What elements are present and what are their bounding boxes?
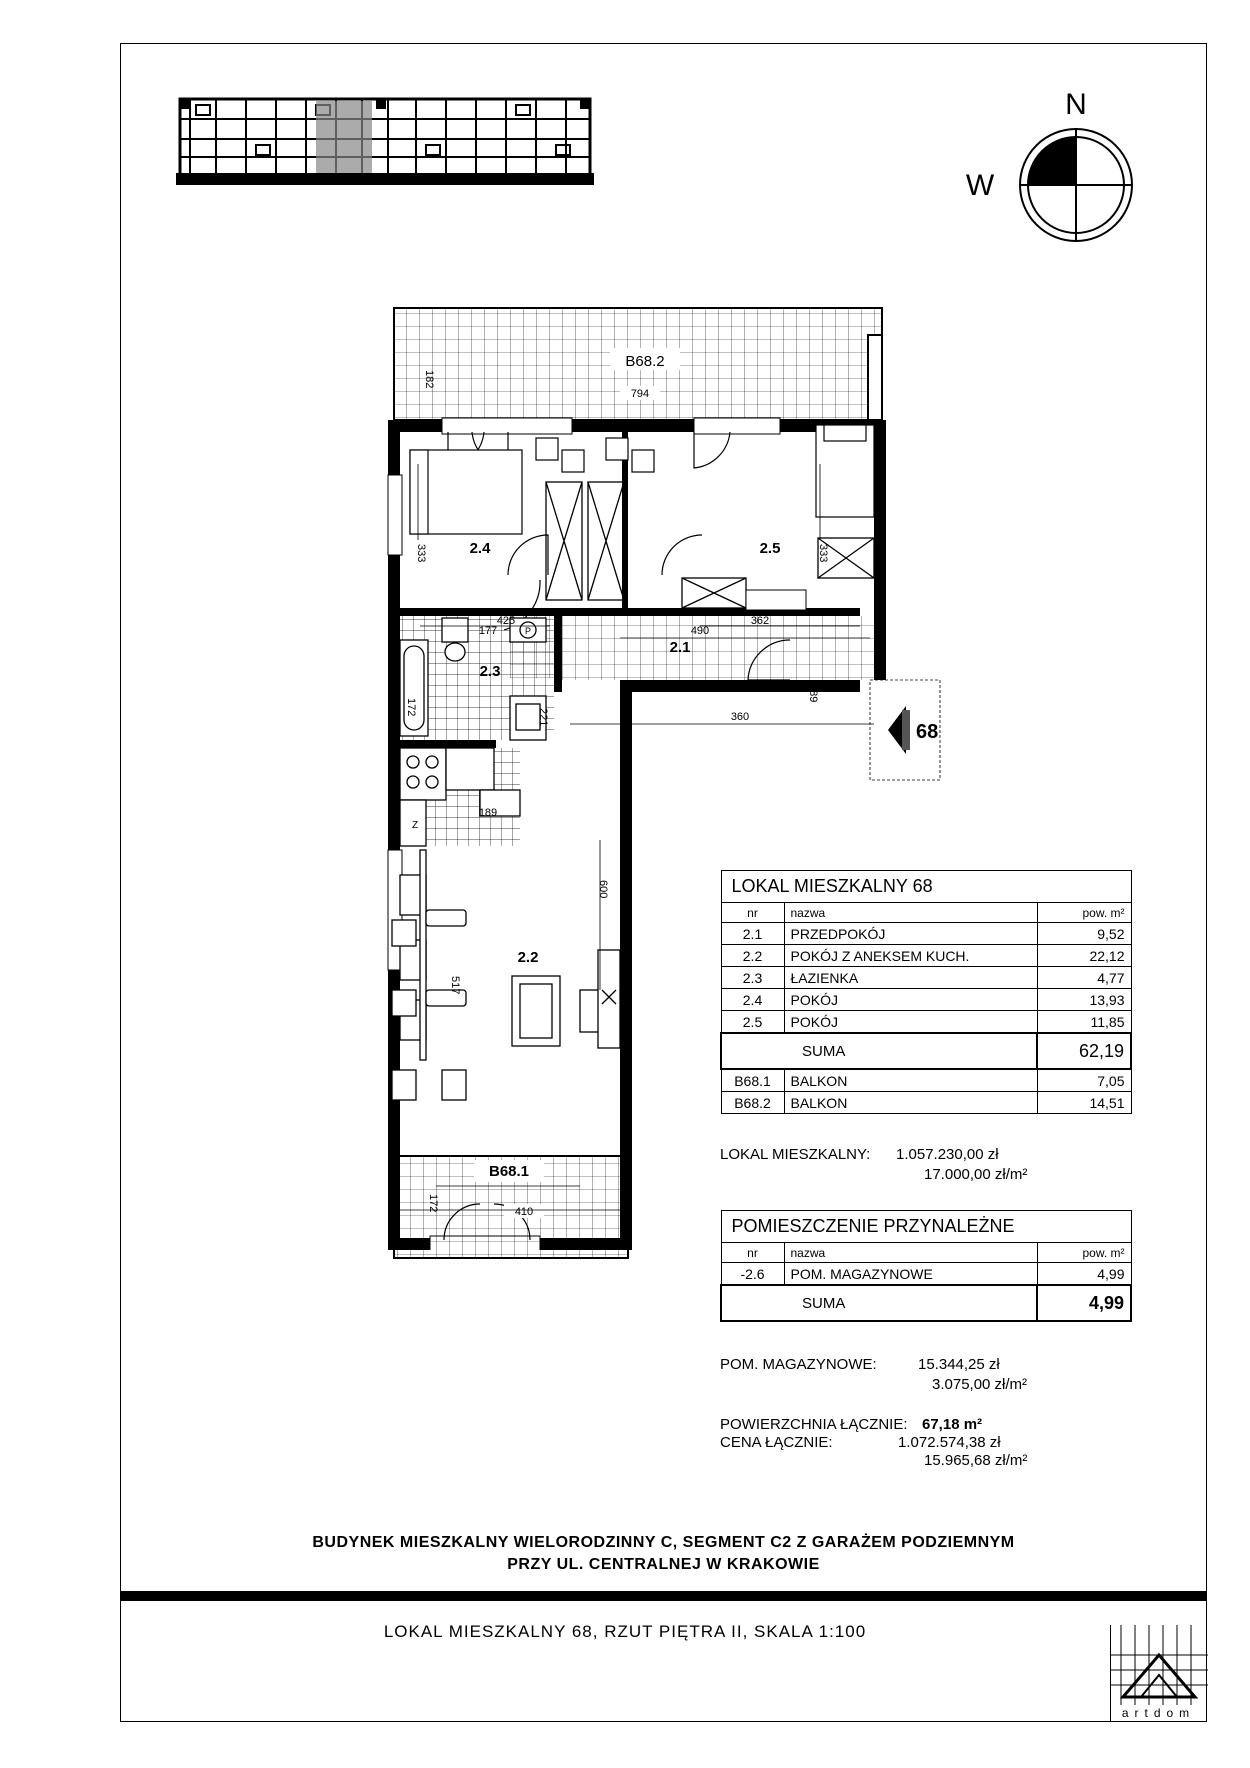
row-nr: B68.2 <box>721 1092 784 1114</box>
table-row <box>721 923 1131 945</box>
drawing-caption: LOKAL MIESZKALNY 68, RZUT PIĘTRA II, SKALA 1:100 <box>383 1622 867 1641</box>
room-label-2-1: 2.1 <box>669 639 691 656</box>
dim-2-1-w: 490 <box>690 625 710 637</box>
entrance-marker <box>862 676 946 786</box>
storage-table-header-nr: nr <box>721 1243 784 1263</box>
building-title-line2: PRZY UL. CENTRALNEJ W KRAKOWIE <box>507 1556 820 1573</box>
table-row <box>721 1011 1131 1034</box>
building-title-line1: BUDYNEK MIESZKALNY WIELORODZINNY C, SEGMENT C2 Z GARAŻEM PODZIEMNYM <box>312 1534 1015 1551</box>
dim-2-5-h: 333 <box>817 544 829 563</box>
entrance-number: 68 <box>916 721 939 743</box>
unit-sum-value: 62,19 <box>1037 1033 1131 1069</box>
compass-north-label: N <box>1065 88 1087 121</box>
row-nr: 2.4 <box>721 989 784 1011</box>
row-area: 13,93 <box>1037 989 1131 1011</box>
room-label-2-3: 2.3 <box>479 663 501 680</box>
compass-west-label: W <box>965 169 995 202</box>
storage-table-header-name: nazwa <box>784 1243 1037 1263</box>
row-nr: B68.1 <box>721 1069 784 1092</box>
row-name: POKÓJ Z ANEKSEM KUCH. <box>784 945 1037 967</box>
row-area: 14,51 <box>1037 1092 1131 1114</box>
row-name: POKÓJ <box>784 1011 1037 1034</box>
row-nr: 2.3 <box>721 967 784 989</box>
table-row <box>721 1069 1131 1092</box>
balcony-bottom-plan <box>384 1150 644 1260</box>
svg-text:P: P <box>524 626 532 636</box>
dim-2-3-door: 221 <box>537 708 549 727</box>
row-nr: -2.6 <box>721 1263 784 1286</box>
storage-price-per-m2: 3.075,00 zł/m² <box>932 1376 1028 1393</box>
unit-area-table <box>720 870 1132 1114</box>
unit-price-label: LOKAL MIESZKALNY: <box>720 1146 871 1163</box>
table-row <box>721 989 1131 1011</box>
balcony-bottom-label: B68.1 <box>488 1163 530 1180</box>
dim-2-2-h: 600 <box>597 880 609 899</box>
row-name: POKÓJ <box>784 989 1037 1011</box>
row-name: PRZEDPOKÓJ <box>784 923 1037 945</box>
dim-2-4-h: 333 <box>415 544 427 563</box>
row-area: 7,05 <box>1037 1069 1131 1092</box>
floor-plan <box>380 300 960 1280</box>
dim-2-5-w: 362 <box>750 615 770 627</box>
storage-table-title: POMIESZCZENIE PRZYNALEŻNE <box>721 1211 1131 1243</box>
dim-2-1-h: 189 <box>807 684 819 703</box>
storage-price-total: 15.344,25 zł <box>918 1356 1000 1373</box>
row-nr: 2.1 <box>721 923 784 945</box>
row-area: 22,12 <box>1037 945 1131 967</box>
balcony-top-width: 794 <box>630 388 650 400</box>
dim-2-3-w: 177 <box>478 625 498 637</box>
unit-table-header-nr: nr <box>721 903 784 923</box>
unit-table-header-area: pow. m² <box>1037 903 1131 923</box>
storage-sum-value: 4,99 <box>1037 1285 1131 1321</box>
dim-2-4-w: 425 <box>496 615 516 627</box>
unit-table-title: LOKAL MIESZKALNY 68 <box>721 871 1131 903</box>
room-2-1-floor <box>562 616 874 680</box>
north-compass <box>950 80 1140 255</box>
unit-table-header-name: nazwa <box>784 903 1037 923</box>
row-area: 4,77 <box>1037 967 1131 989</box>
key-plan-highlight <box>316 101 372 173</box>
total-price-per-m2: 15.965,68 zł/m² <box>924 1452 1028 1469</box>
table-row <box>721 1263 1131 1286</box>
dim-2-1-w2: 360 <box>730 711 750 723</box>
room-label-2-4: 2.4 <box>469 540 491 557</box>
room-label-2-5: 2.5 <box>759 540 781 557</box>
unit-sum-label: SUMA <box>721 1033 1037 1069</box>
dim-2-2-table: 517 <box>449 976 461 995</box>
balcony-top-label: B68.2 <box>625 353 665 370</box>
balcony-top-depth: 182 <box>423 370 435 389</box>
unit-price-per-m2: 17.000,00 zł/m² <box>924 1166 1028 1183</box>
room-label-2-2: 2.2 <box>517 949 539 966</box>
table-row <box>721 1092 1131 1114</box>
row-name: BALKON <box>784 1069 1037 1092</box>
row-area: 11,85 <box>1037 1011 1131 1034</box>
row-name: BALKON <box>784 1092 1037 1114</box>
table-row <box>721 967 1131 989</box>
row-name: POM. MAGAZYNOWE <box>784 1263 1037 1286</box>
key-plan <box>176 95 596 195</box>
total-price-label: CENA ŁĄCZNIE: <box>720 1434 833 1451</box>
total-area-label: POWIERZCHNIA ŁĄCZNIE: <box>720 1416 908 1433</box>
logo-mark-icon <box>1111 1625 1208 1705</box>
title-divider <box>120 1591 1207 1601</box>
storage-table-header-area: pow. m² <box>1037 1243 1131 1263</box>
storage-sum-label: SUMA <box>721 1285 1037 1321</box>
row-name: ŁAZIENKA <box>784 967 1037 989</box>
row-nr: 2.2 <box>721 945 784 967</box>
total-price-value: 1.072.574,38 zł <box>898 1434 1001 1451</box>
total-area-value: 67,18 m² <box>922 1416 983 1433</box>
row-area: 9,52 <box>1037 923 1131 945</box>
dim-kitchen: 189 <box>478 807 498 819</box>
unit-price-total: 1.057.230,00 zł <box>896 1146 999 1163</box>
table-row <box>721 945 1131 967</box>
dim-2-3-h: 172 <box>405 698 417 717</box>
logo-text: artdom <box>1121 1706 1196 1720</box>
storage-price-label: POM. MAGAZYNOWE: <box>720 1356 877 1373</box>
balcony-bottom-depth: 172 <box>427 1194 439 1213</box>
balcony-bottom-width: 410 <box>514 1206 534 1218</box>
row-area: 4,99 <box>1037 1263 1131 1286</box>
storage-area-table <box>720 1210 1132 1322</box>
svg-text:Z: Z <box>412 820 419 831</box>
row-nr: 2.5 <box>721 1011 784 1034</box>
